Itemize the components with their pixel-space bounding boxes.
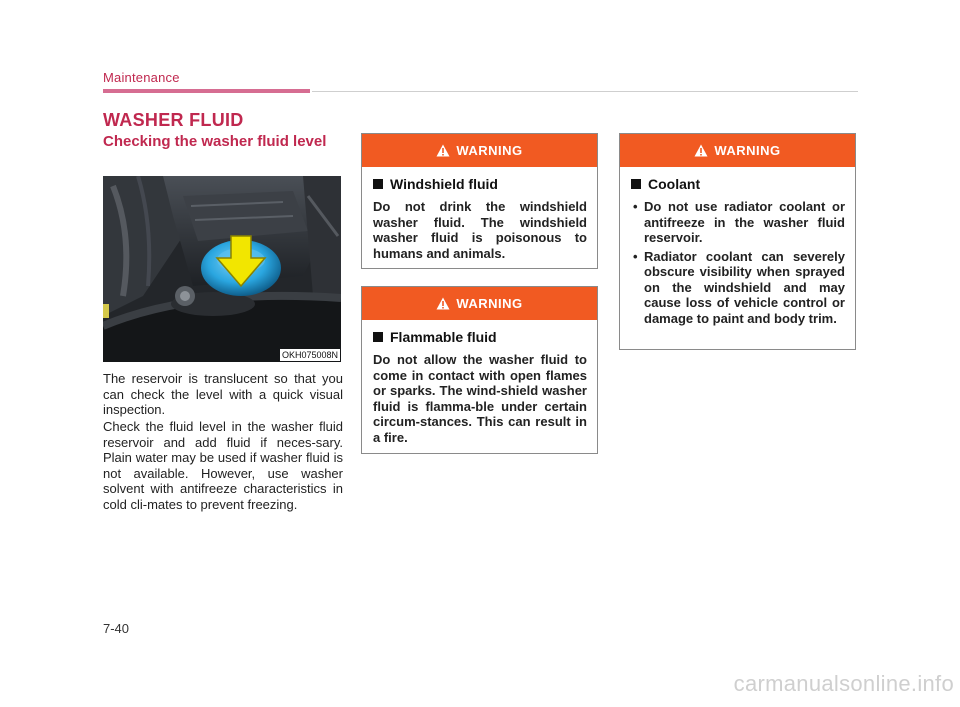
warning-triangle-icon	[436, 297, 450, 310]
section-rule	[312, 91, 858, 92]
warning-header	[620, 134, 855, 167]
square-bullet-icon	[373, 332, 383, 342]
warning-subtitle	[373, 329, 587, 345]
figure-code: OKH075008N	[281, 350, 338, 360]
reservoir-photo	[103, 176, 341, 362]
warning-box-flammable-fluid	[361, 286, 598, 454]
page-title: WASHER FLUID	[103, 110, 244, 130]
warning-header-label: WARNING	[714, 143, 781, 158]
warning-header-label: WARNING	[456, 143, 523, 158]
warning-header	[362, 134, 597, 167]
square-bullet-icon	[373, 179, 383, 189]
warning-bullet-item: • Radiator coolant can severely obscure visibility when sprayed on the windshield and may cause loss of vehicle control or damage to paint and body trim.	[631, 249, 845, 327]
warning-subtitle	[373, 176, 587, 192]
warning-header-label: WARNING	[456, 296, 523, 311]
warning-box-windshield-fluid	[361, 133, 598, 269]
paragraph-reservoir: The reservoir is translucent so that you can check the level with a quick visual inspection.	[103, 371, 343, 417]
warning-bullet-list	[631, 199, 845, 326]
warning-box-coolant	[619, 133, 856, 350]
warning-subtitle-label: Coolant	[648, 176, 701, 192]
warning-text: Do not allow the washer fluid to come in contact with open flames or sparks. The wind-shield washer fluid is flamma-ble under certain circum-stances. This can result in a fire.	[373, 352, 587, 445]
warning-header	[362, 287, 597, 320]
page-number: 7-40	[103, 621, 130, 636]
square-bullet-icon	[631, 179, 641, 189]
warning-subtitle-label: Flammable fluid	[390, 329, 497, 345]
section-subtitle: Checking the washer fluid level	[103, 133, 327, 150]
warning-triangle-icon	[694, 144, 708, 157]
warning-subtitle	[631, 176, 845, 192]
watermark: carmanualsonline.info	[733, 671, 954, 696]
warning-text: Do not drink the windshield washer fluid. The windshield washer fluid is poisonous to humans and animals.	[373, 199, 587, 261]
engine-bay-illustration	[103, 176, 341, 362]
paragraph-check-level: Check the fluid level in the washer fluid reservoir and add fluid if neces-sary. Plain water may be used if washer fluid is not available. However, use washer solvent with antifreeze characteristics in cold cli-mates to prevent freezing.	[103, 419, 343, 512]
section-rule-accent	[103, 89, 310, 93]
section-label: Maintenance	[103, 70, 180, 85]
warning-subtitle-label: Windshield fluid	[390, 176, 498, 192]
warning-bullet-item: • Do not use radiator coolant or antifreeze in the washer fluid reservoir.	[631, 199, 845, 246]
warning-triangle-icon	[436, 144, 450, 157]
